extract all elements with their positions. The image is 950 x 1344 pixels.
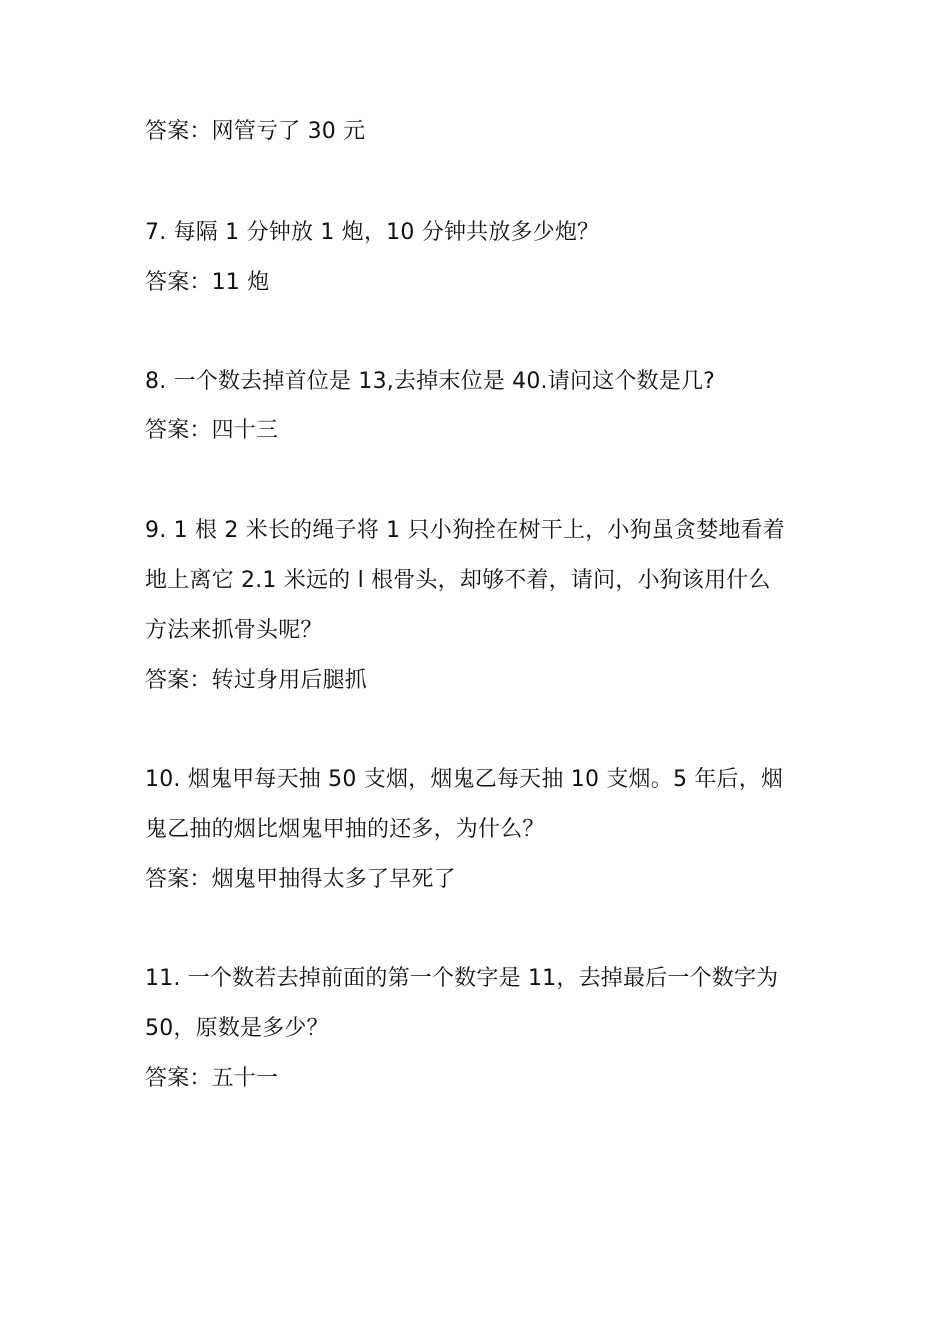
question-11-line-2: 50，原数是多少？: [145, 1016, 329, 1041]
question-7: 7. 每隔 1 分钟放 1 炮，10 分钟共放多少炮？: [145, 220, 600, 245]
answer-8: 答案：四十三: [145, 418, 279, 443]
question-9-line-1: 9. 1 根 2 米长的绳子将 1 只小狗拴在树干上，小狗虽贪婪地看着: [145, 518, 785, 543]
question-9-line-2: 地上离它 2.1 米远的 l 根骨头，却够不着，请问，小狗该用什么: [145, 568, 771, 593]
answer-11: 答案：五十一: [145, 1066, 279, 1091]
answer-10: 答案：烟鬼甲抽得太多了早死了: [145, 867, 456, 892]
question-10-line-2: 鬼乙抽的烟比烟鬼甲抽的还多，为什么？: [145, 817, 545, 842]
question-8: 8. 一个数去掉首位是 13,去掉末位是 40.请问这个数是几?: [145, 369, 716, 394]
answer-7: 答案：11 炮: [145, 270, 270, 295]
question-10-line-1: 10. 烟鬼甲每天抽 50 支烟，烟鬼乙每天抽 10 支烟。5 年后，烟: [145, 767, 784, 792]
question-11-line-1: 11. 一个数若去掉前面的第一个数字是 11，去掉最后一个数字为: [145, 966, 779, 991]
answer-6: 答案：网管亏了 30 元: [145, 119, 366, 144]
question-9-line-3: 方法来抓骨头呢？: [145, 618, 323, 643]
answer-9: 答案：转过身用后腿抓: [145, 668, 368, 693]
